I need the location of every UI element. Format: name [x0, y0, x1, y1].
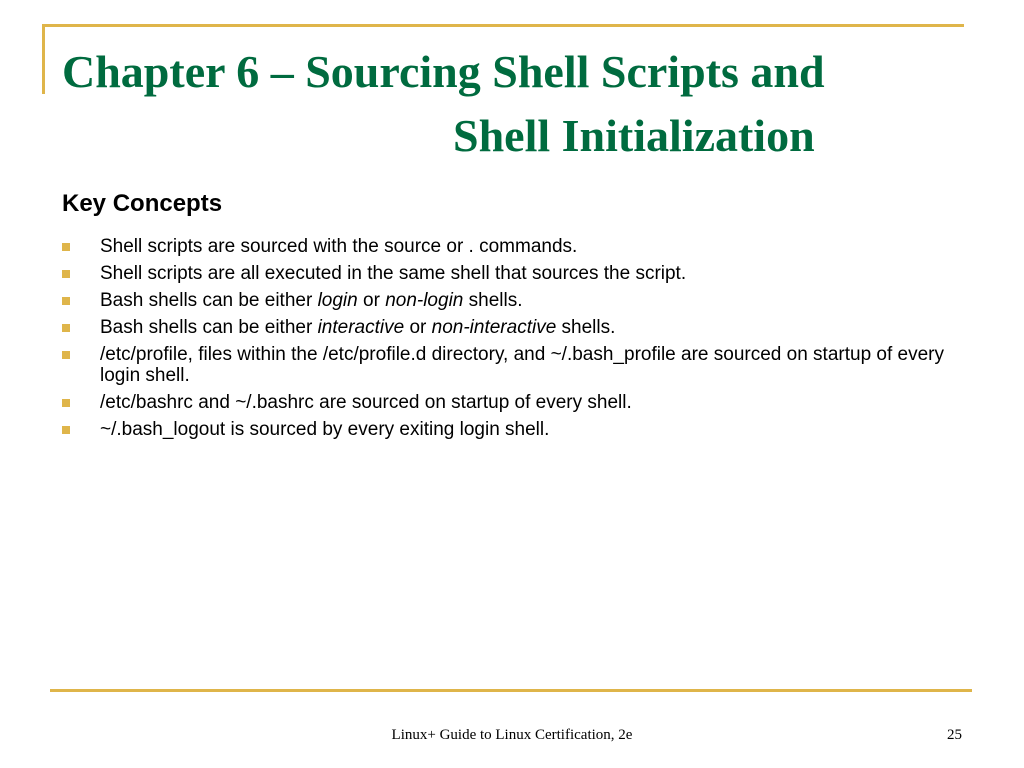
- list-item-emphasis: interactive: [317, 317, 405, 338]
- list-item-text: or: [404, 317, 432, 338]
- key-concepts-heading: Key Concepts: [62, 190, 223, 217]
- list-item: [62, 263, 962, 284]
- list-item: [62, 419, 962, 440]
- page-number: 25: [947, 727, 962, 743]
- list-item-text: shells.: [556, 317, 616, 338]
- list-item-text: or: [357, 290, 386, 311]
- title-frame-top-rule: [42, 24, 964, 27]
- list-item: [62, 290, 962, 311]
- list-item-text: Shell scripts are sourced with the source or . commands.: [100, 236, 578, 257]
- list-item: [62, 392, 962, 413]
- key-concepts-list: [62, 236, 962, 446]
- list-item: [62, 344, 962, 386]
- slide-title-line2: Shell Initialization: [453, 110, 815, 161]
- list-item-text: Shell scripts are all executed in the same shell that sources the script.: [100, 263, 687, 284]
- list-item-text: shells.: [463, 290, 523, 311]
- slide-title: [62, 40, 982, 168]
- square-bullet-icon: [62, 297, 70, 305]
- title-frame-left-rule: [42, 24, 45, 94]
- list-item: [62, 236, 962, 257]
- footer-rule: [50, 689, 972, 692]
- list-item-text: Bash shells can be either: [100, 317, 318, 338]
- list-item-text: /etc/profile, files within the /etc/profile.d directory, and ~/.bash_profile are sourced on startup of every login shell.: [100, 344, 945, 386]
- square-bullet-icon: [62, 270, 70, 278]
- list-item-emphasis: non-login: [385, 290, 464, 311]
- list-item: [62, 317, 962, 338]
- square-bullet-icon: [62, 399, 70, 407]
- list-item-text: /etc/bashrc and ~/.bashrc are sourced on startup of every shell.: [100, 392, 632, 413]
- square-bullet-icon: [62, 324, 70, 332]
- square-bullet-icon: [62, 243, 70, 251]
- list-item-text: ~/.bash_logout is sourced by every exiting login shell.: [100, 419, 550, 440]
- square-bullet-icon: [62, 351, 70, 359]
- list-item-emphasis: non-interactive: [431, 317, 557, 338]
- footer-text: Linux+ Guide to Linux Certification, 2e: [391, 727, 633, 743]
- list-item-text: Bash shells can be either: [100, 290, 318, 311]
- square-bullet-icon: [62, 426, 70, 434]
- list-item-emphasis: login: [317, 290, 358, 311]
- slide-title-line1: Chapter 6 – Sourcing Shell Scripts and: [62, 46, 825, 97]
